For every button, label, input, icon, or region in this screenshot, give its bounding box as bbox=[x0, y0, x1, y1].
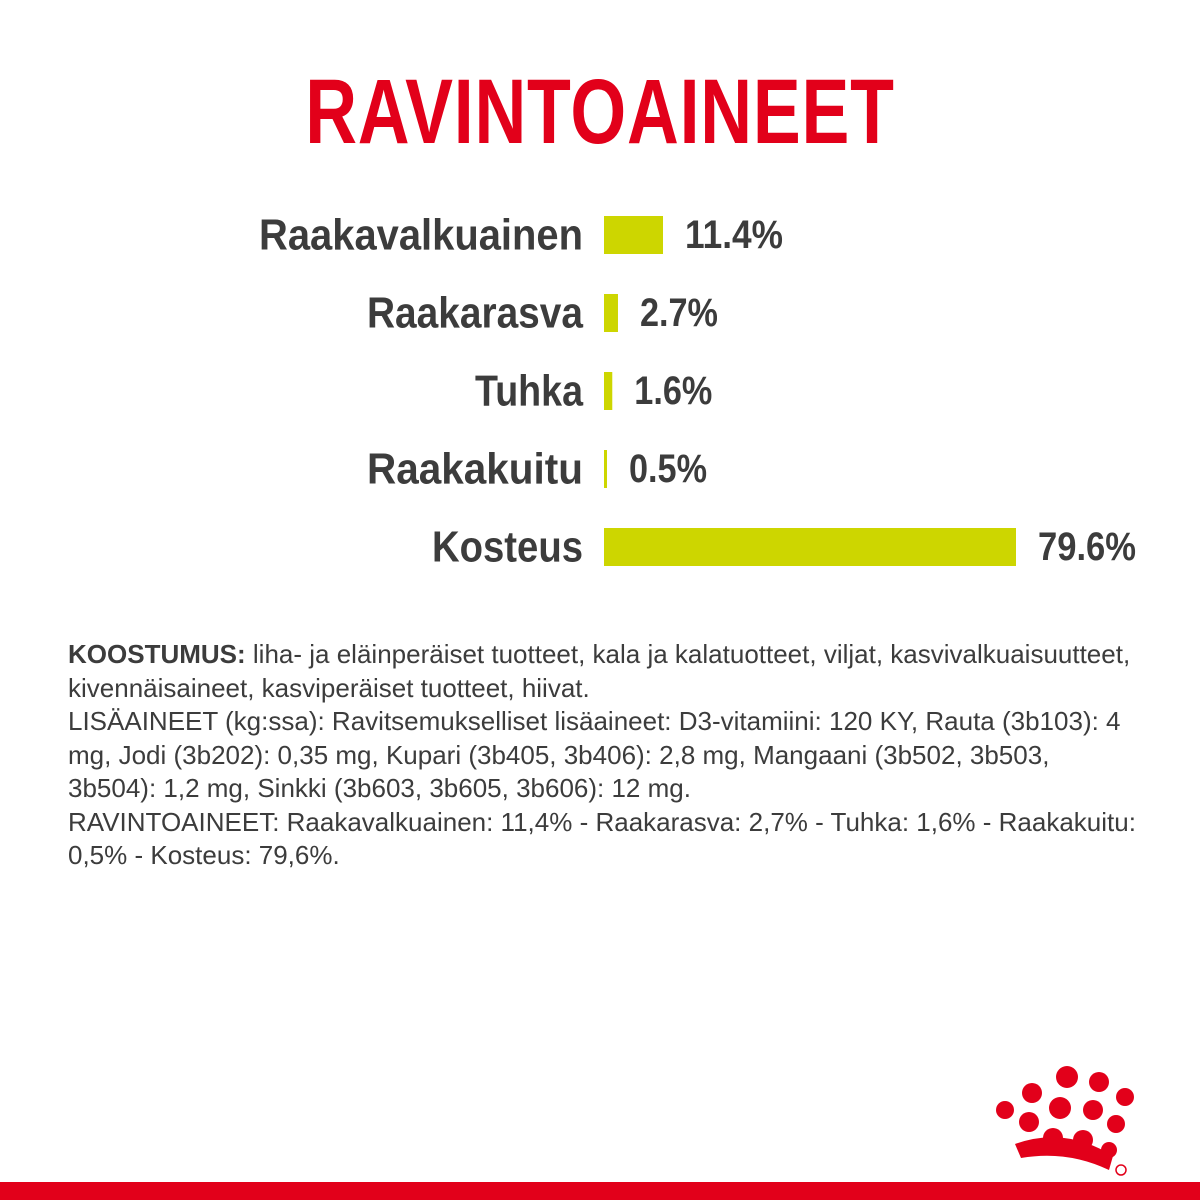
category-label: Tuhka bbox=[475, 366, 584, 416]
ingredients-paragraph bbox=[68, 638, 1143, 705]
composition-lead: KOOSTUMUS: bbox=[68, 639, 246, 669]
bar bbox=[604, 216, 663, 254]
value-label: 11.4% bbox=[685, 213, 784, 257]
nutrients-paragraph: RAVINTOAINEET: Raakavalkuainen: 11,4% - Raakarasva: 2,7% - Tuhka: 1,6% - Raakakuitu: 0,5% - Kosteus: 79,6%. bbox=[68, 806, 1136, 870]
category-label: Raakavalkuainen bbox=[259, 210, 583, 260]
bar bbox=[604, 528, 1016, 566]
nutrient-bar-chart bbox=[0, 190, 1200, 600]
additives-paragraph: LISÄAINEET (kg:ssa): Ravitsemukselliset lisäaineet: D3-vitamiini: 120 KY, Rauta (3b103): 4 mg, Jodi (3b202): 0,35 mg, Kupari (3b405, 3b406): 2,8 mg, Mangaani (3b502, 3b503, 3b504): 1,2 mg, Sinkki (3b603, 3b605, 3b606): 12 mg. bbox=[68, 706, 1121, 803]
category-label: Raakarasva bbox=[367, 288, 584, 338]
value-label: 0.5% bbox=[629, 447, 707, 491]
composition-text bbox=[68, 638, 1143, 873]
bar bbox=[604, 450, 607, 488]
value-label: 79.6% bbox=[1038, 525, 1136, 569]
value-label: 1.6% bbox=[634, 369, 713, 413]
category-label: Raakakuitu bbox=[367, 444, 583, 494]
bottom-accent-bar bbox=[0, 1182, 1200, 1200]
ingredients-text: liha- ja eläinperäiset tuotteet, kala ja kalatuotteet, viljat, kasvivalkuaisuutteet, kivennäisaineet, kasviperäiset tuotteet, hiivat. bbox=[68, 639, 1131, 703]
bar bbox=[604, 372, 612, 410]
crown-logo-icon bbox=[985, 1060, 1135, 1178]
value-label: 2.7% bbox=[639, 291, 718, 335]
category-label: Kosteus bbox=[432, 522, 583, 572]
page-title: RAVINTOAINEET bbox=[305, 61, 895, 163]
bar bbox=[604, 294, 618, 332]
